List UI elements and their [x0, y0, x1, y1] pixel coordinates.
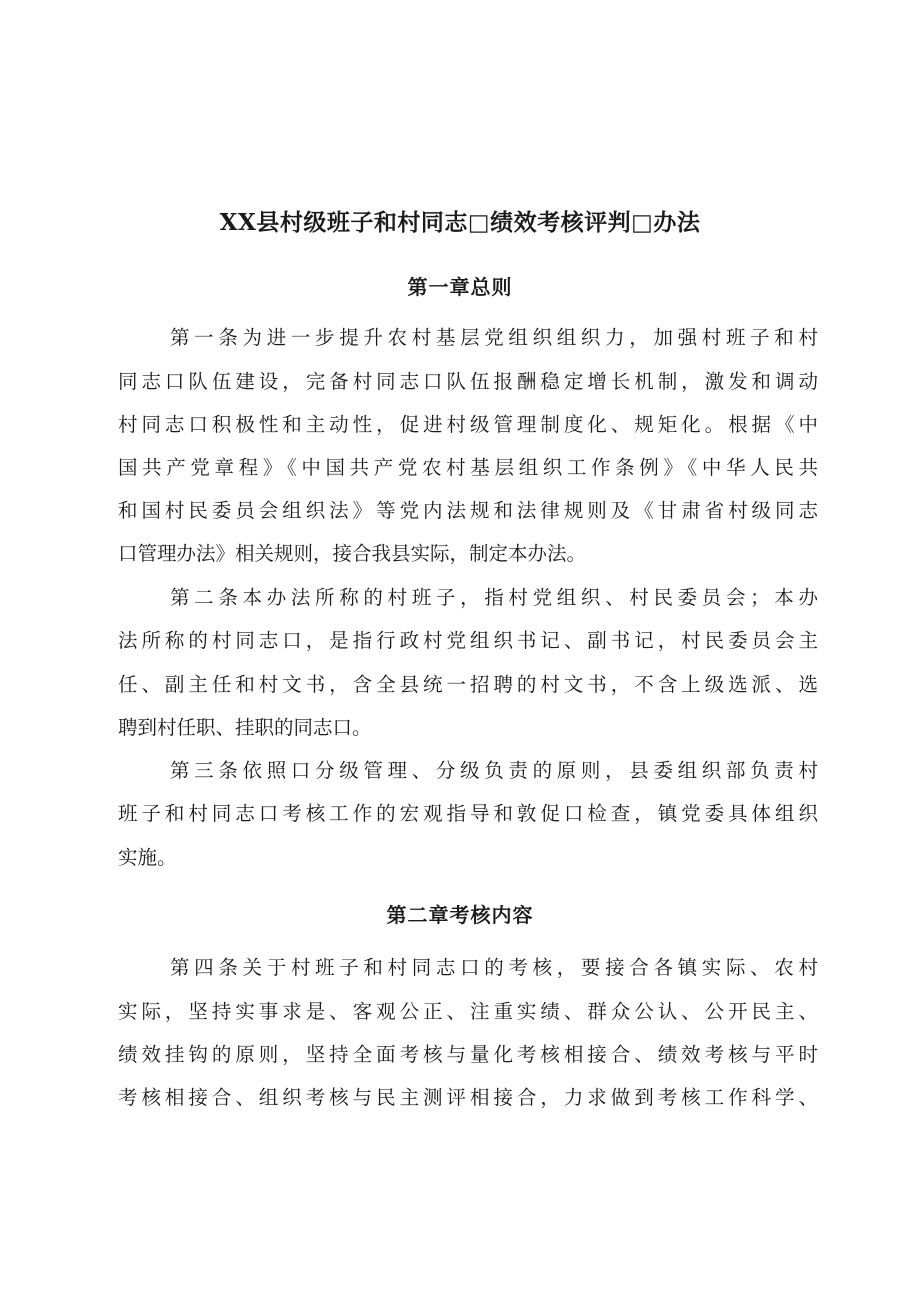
paragraph-line: 聘到村任职、挂职的同志口。: [118, 716, 372, 739]
paragraph-line: 实际，坚持实事求是、客观公正、注重实绩、群众公认、公开民主、: [118, 1000, 818, 1023]
paragraph-line: 同志口队伍建设，完备村同志口队伍报酬稳定增长机制，激发和调动: [118, 370, 818, 393]
paragraph-line: 法所称的村同志口，是指行政村党组织书记、副书记，村民委员会主: [118, 629, 818, 652]
paragraph-line: 班子和村同志口考核工作的宏观指导和敦促口检查，镇党委具体组织: [118, 802, 818, 825]
paragraph-line: 村同志口积极性和主动性，促进村级管理制度化、规矩化。根据《中: [118, 413, 818, 436]
document-title: XX县村级班子和村同志□绩效考核评判□办法: [219, 209, 701, 236]
paragraph-line: 绩效挂钩的原则，坚持全面考核与量化考核相接合、绩效考核与平时: [118, 1043, 818, 1066]
paragraph-line: 第三条依照口分级管理、分级负责的原则，县委组织部负责村: [170, 759, 818, 782]
paragraph-line: 第二条本办法所称的村班子，指村党组织、村民委员会；本办: [170, 586, 818, 609]
paragraph-line: 口管理办法》相关规则，接合我县实际，制定本办法。: [118, 542, 587, 565]
paragraph-line: 任、副主任和村文书，含全县统一招聘的村文书，不含上级选派、选: [118, 673, 818, 696]
paragraph-line: 考核相接合、组织考核与民主测评相接合，力求做到考核工作科学、: [118, 1086, 818, 1109]
paragraph-line: 第四条关于村班子和村同志口的考核，要接合各镇实际、农村: [170, 956, 818, 979]
paragraph-line: 国共产党章程》《中国共产党农村基层组织工作条例》《中华人民共: [118, 456, 818, 479]
paragraph-line: 实施。: [118, 846, 177, 869]
paragraph-line: 和国村民委员会组织法》等党内法规和法律规则及《甘肃省村级同志: [118, 499, 818, 522]
chapter-heading-2: 第二章考核内容: [386, 903, 534, 927]
chapter-heading-1: 第一章总则: [407, 275, 513, 299]
paragraph-line: 第一条为进一步提升农村基层党组织组织力，加强村班子和村: [170, 326, 818, 349]
